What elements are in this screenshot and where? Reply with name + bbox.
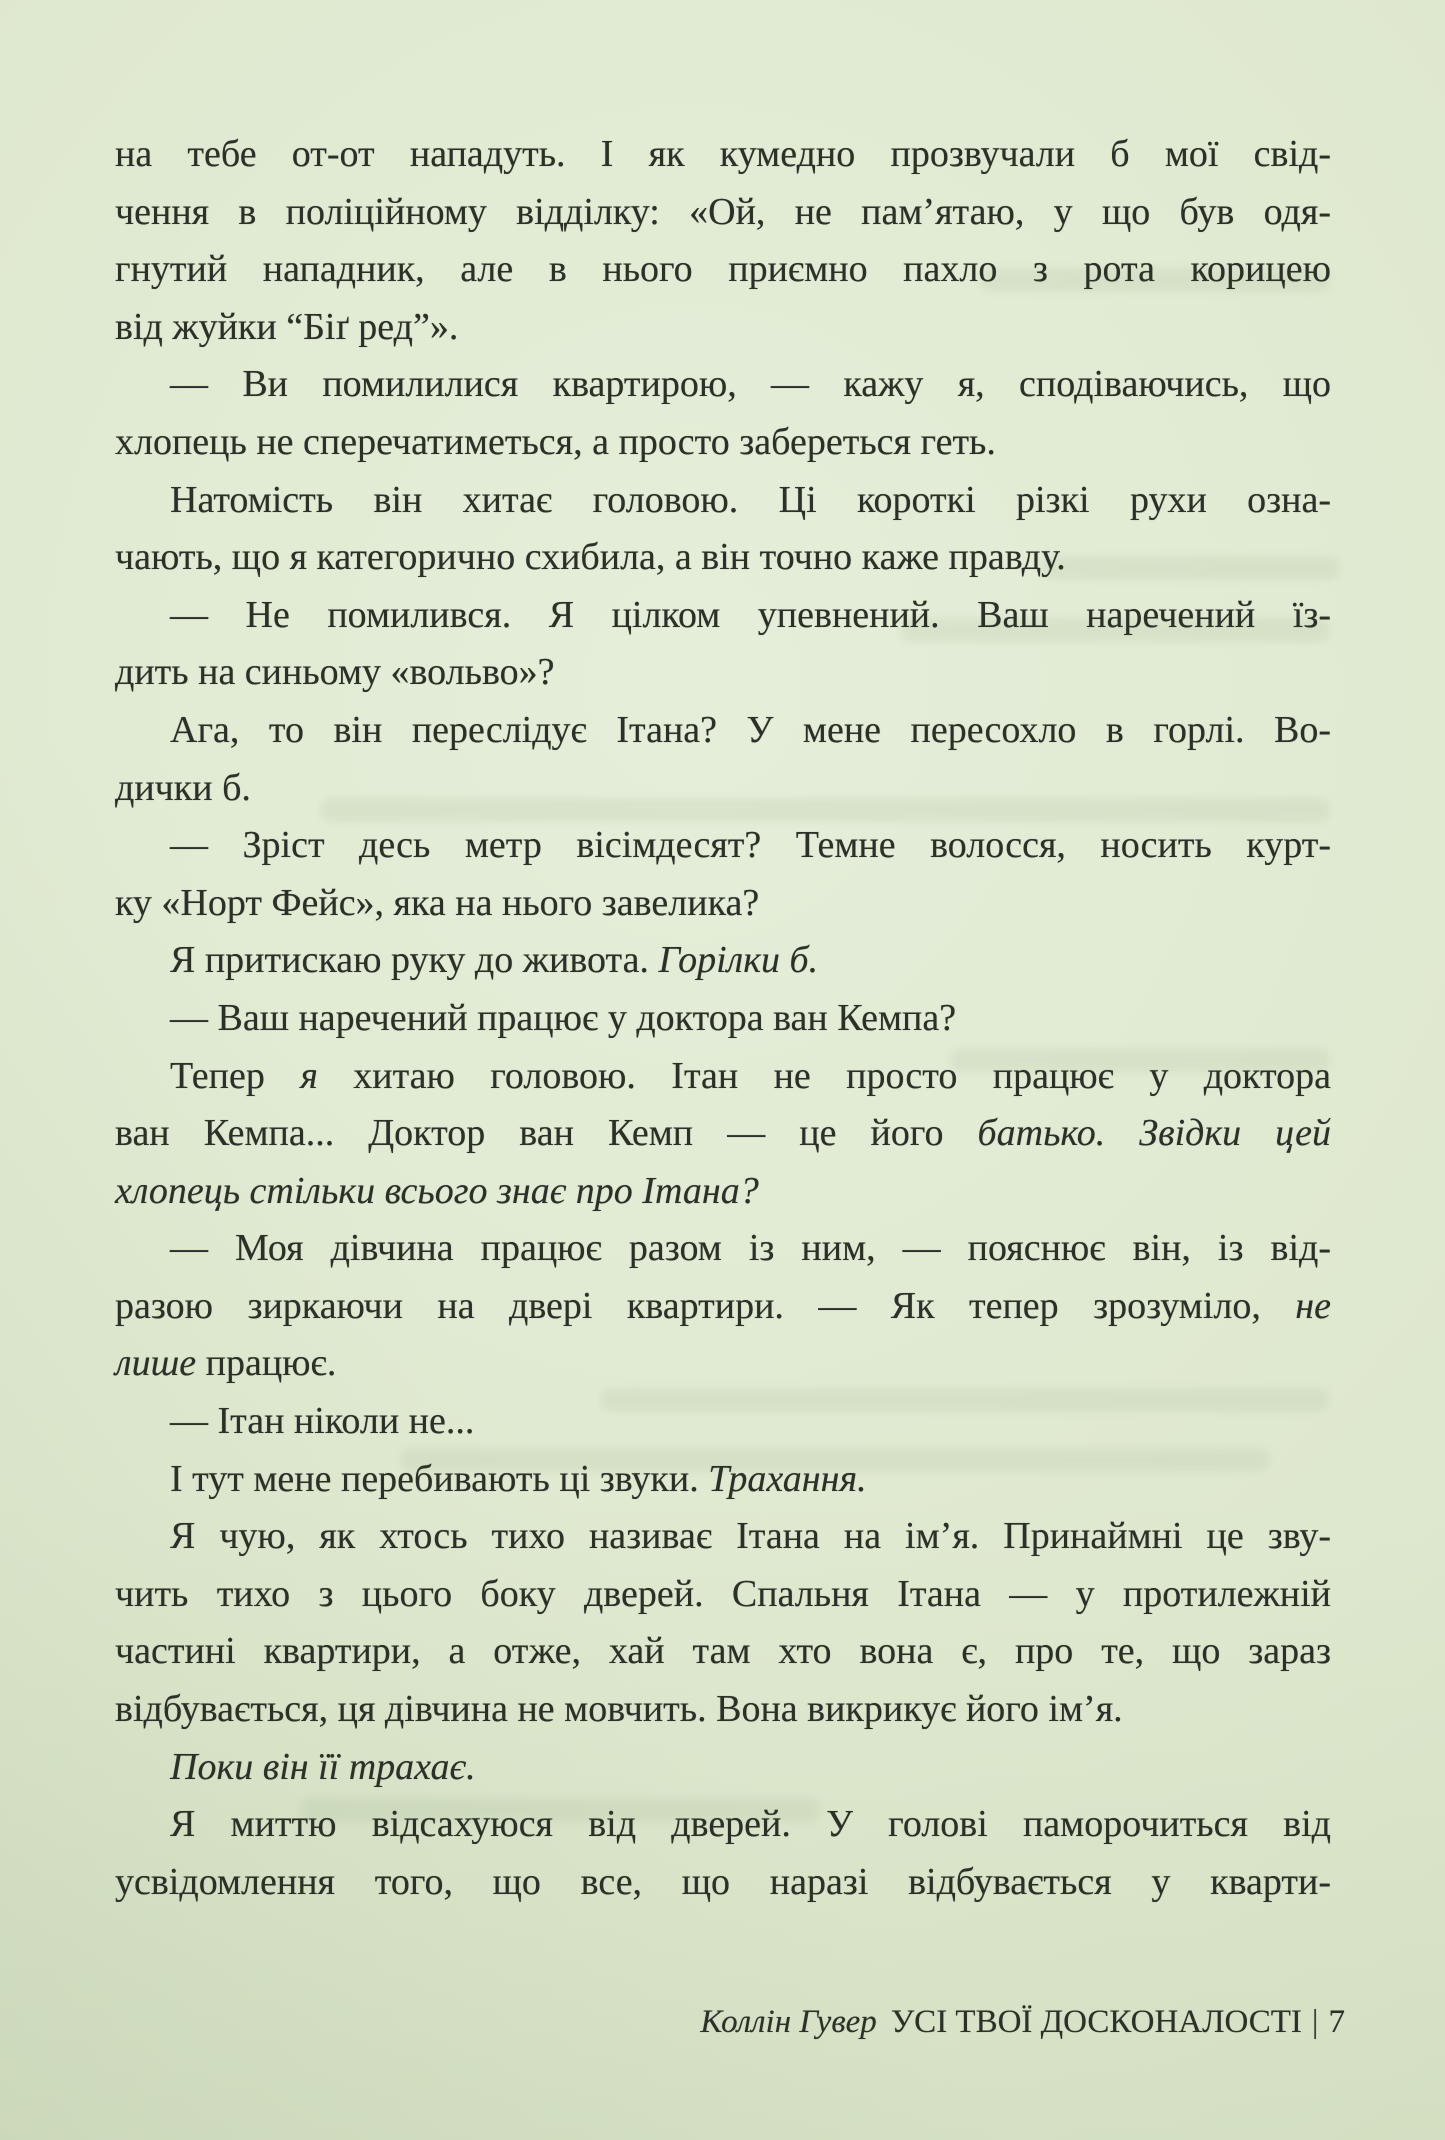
text-run: Тепер xyxy=(170,1054,301,1097)
text-run: — Зріст десь метр вісімдесят? Темне волосся, носить курт- xyxy=(170,824,1331,867)
text-run: разою зиркаючи на двері квартири. — Як тепер зрозуміло, xyxy=(115,1284,1296,1327)
text-run: частині квартири, а отже, хай там хто вона є, про те, що зараз xyxy=(115,1630,1331,1673)
text-run-italic: хлопець стільки всього знає про Ітана? xyxy=(115,1169,759,1212)
text-run: — Не помилився. Я цілком упевнений. Ваш наречений їз- xyxy=(170,593,1331,636)
footer-separator: | xyxy=(1311,2004,1319,2040)
text-line xyxy=(115,1854,1331,1912)
text-run: Я миттю відсахуюся від дверей. У голові паморочиться від xyxy=(170,1803,1331,1846)
text-line xyxy=(115,875,1331,933)
text-line xyxy=(115,126,1331,184)
text-line xyxy=(115,1623,1331,1681)
text-line xyxy=(115,184,1331,242)
text-line xyxy=(115,587,1331,645)
text-run-italic: я xyxy=(300,1054,318,1097)
text-run-italic: батько. Звідки цей xyxy=(977,1112,1331,1155)
text-line xyxy=(115,414,1331,472)
text-run: хлопець не сперечатиметься, а просто забереться геть. xyxy=(115,420,996,463)
text-line xyxy=(115,1335,1331,1393)
text-line xyxy=(115,1508,1331,1566)
page-text-block xyxy=(115,126,1331,1911)
text-run: — Ви помилилися квартирою, — кажу я, сподіваючись, що xyxy=(170,363,1331,406)
text-run-italic: Горілки б. xyxy=(658,939,819,982)
text-line xyxy=(115,702,1331,760)
text-run: гнутий нападник, але в нього приємно пахло з рота корицею xyxy=(115,248,1331,291)
text-line xyxy=(115,1220,1331,1278)
text-run: відбувається, ця дівчина не мовчить. Вона викрикує його ім’я. xyxy=(115,1688,1123,1731)
text-run: Я чую, як хтось тихо називає Ітана на ім’я. Принаймні це зву- xyxy=(170,1515,1331,1558)
text-line xyxy=(115,1048,1331,1106)
text-line xyxy=(115,1681,1331,1739)
text-run: — Моя дівчина працює разом із ним, — пояснює він, із від- xyxy=(170,1227,1331,1270)
text-line xyxy=(115,1278,1331,1336)
text-run-italic: лише xyxy=(115,1342,197,1385)
text-run: хитаю головою. Ітан не просто працює у доктора xyxy=(317,1054,1331,1097)
text-line xyxy=(115,1393,1331,1451)
text-line xyxy=(115,760,1331,818)
text-line xyxy=(115,1451,1331,1509)
footer-book-title: УСІ ТВОЇ ДОСКОНАЛОСТІ xyxy=(890,2004,1302,2040)
text-run: Я притискаю руку до живота. xyxy=(170,939,659,982)
text-line xyxy=(115,1566,1331,1624)
text-run: від жуйки “Біґ ред”». xyxy=(115,305,459,348)
text-run: чають, що я категорично схибила, а він точно каже правду. xyxy=(115,536,1066,579)
text-run: Натомість він хитає головою. Ці короткі різкі рухи озна- xyxy=(170,478,1331,521)
text-run: на тебе от-от нападуть. І як кумедно прозвучали б мої свід- xyxy=(115,133,1331,175)
text-run: чить тихо з цього боку дверей. Спальня Ітана — у протилежній xyxy=(115,1572,1331,1615)
text-line xyxy=(115,1105,1331,1163)
text-line xyxy=(115,1739,1331,1797)
text-line xyxy=(115,817,1331,875)
text-line xyxy=(115,932,1331,990)
text-run: чення в поліційному відділку: «Ой, не пам’ятаю, у що був одя- xyxy=(115,190,1331,233)
footer-page-number: 7 xyxy=(1328,2004,1345,2040)
text-run: дички б. xyxy=(115,766,251,809)
text-run: — Ваш наречений працює у доктора ван Кемпа? xyxy=(170,996,957,1039)
text-line xyxy=(115,1796,1331,1854)
text-run: ван Кемпа... Доктор ван Кемп — це його xyxy=(115,1112,978,1155)
text-run: — Ітан ніколи не... xyxy=(170,1400,475,1443)
text-line xyxy=(115,241,1331,299)
text-line xyxy=(115,356,1331,414)
text-line xyxy=(115,990,1331,1048)
text-line xyxy=(115,529,1331,587)
text-run: усвідомлення того, що все, що наразі відбувається у кварти- xyxy=(115,1860,1331,1903)
text-line xyxy=(115,1163,1331,1221)
text-run: працює. xyxy=(196,1342,337,1385)
text-run: ку «Норт Фейс», яка на нього завелика? xyxy=(115,881,760,924)
text-line xyxy=(115,299,1331,357)
footer-author: Коллін Гувер xyxy=(700,2004,877,2040)
text-run-italic: Поки він її трахає. xyxy=(170,1745,476,1788)
text-run: І тут мене перебивають ці звуки. xyxy=(170,1457,709,1500)
text-run-italic: не xyxy=(1295,1284,1331,1327)
text-line xyxy=(115,472,1331,530)
text-run: Ага, то він переслідує Ітана? У мене пересохло в горлі. Во- xyxy=(170,708,1331,751)
page-footer xyxy=(700,2002,1345,2042)
text-run-italic: Трахання. xyxy=(708,1457,867,1500)
text-line xyxy=(115,644,1331,702)
text-run: дить на синьому «вольво»? xyxy=(115,651,555,694)
